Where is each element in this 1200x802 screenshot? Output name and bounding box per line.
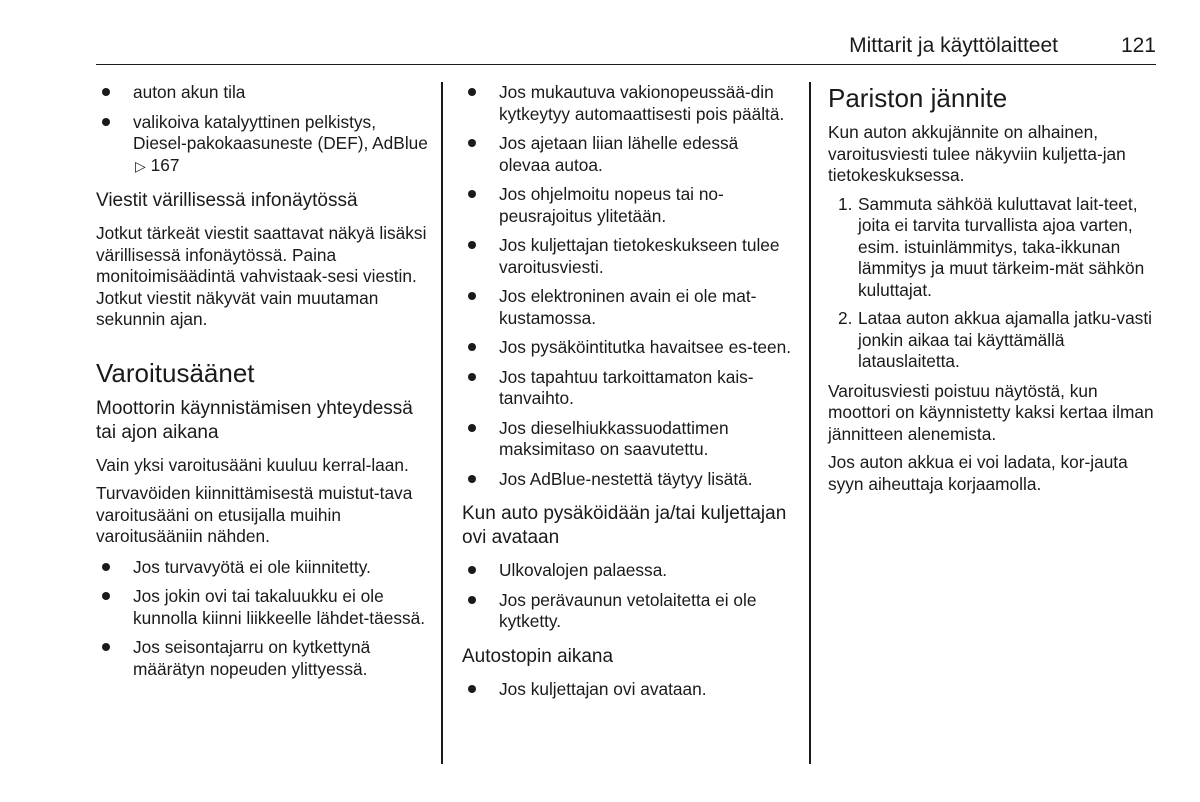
section-heading: Varoitusäänet bbox=[96, 357, 255, 388]
list-item: 2. Lataa auton akkua ajamalla jatku-vasti jonkin aikaa tai käyttämällä latauslaitetta. bbox=[838, 308, 1152, 371]
section-subheading: Moottorin käynnistämisen yhteydessä tai ajon aikana bbox=[96, 397, 413, 443]
list-item: Jos kuljettajan tietokeskukseen tulee varoitusviesti. bbox=[462, 235, 792, 278]
list-item: Jos mukautuva vakionopeussää-din kytkeytyy automaattisesti pois päältä. bbox=[462, 82, 792, 125]
parked-bullet-list bbox=[462, 560, 792, 633]
list-item: 1. Sammuta sähköä kuluttavat lait-teet, joita ei tarvita turvallista ajoa varten, esim. istuinlämmitys, taka-ikkunan lämmitys ja muut tärkeim-mät sähkön kuluttajat. bbox=[838, 193, 1145, 300]
bullet-icon bbox=[468, 373, 476, 381]
bullet-icon bbox=[468, 424, 476, 432]
list-item: Jos tapahtuu tarkoittamaton kais-tanvaihto. bbox=[462, 367, 792, 410]
header-title: Mittarit ja käyttölaitteet bbox=[849, 34, 1058, 57]
page-number: 121 bbox=[1120, 34, 1156, 57]
bullet-icon bbox=[468, 292, 476, 300]
bullet-icon bbox=[102, 563, 110, 571]
list-item: Jos seisontajarru on kytkettynä määrätyn nopeuden ylittyessä. bbox=[96, 637, 428, 680]
bullet-icon bbox=[102, 643, 110, 651]
page-header bbox=[96, 32, 1156, 65]
list-item: Ulkovalojen palaessa. bbox=[462, 560, 792, 582]
paragraph: Vain yksi varoitusääni kuuluu kerral-laan. bbox=[96, 454, 409, 475]
page-reference-number[interactable]: 167 bbox=[150, 154, 180, 175]
section-heading: Pariston jännite bbox=[828, 83, 1008, 113]
list-item: Jos pysäköintitutka havaitsee es-teen. bbox=[462, 337, 792, 359]
column-2 bbox=[462, 82, 792, 712]
paragraph: Kun auton akkujännite on alhainen, varoitusviesti tulee näkyviin kuljetta-jan tietokeskuksessa. bbox=[828, 122, 1126, 185]
bullet-icon bbox=[468, 241, 476, 249]
bullet-icon bbox=[468, 190, 476, 198]
paragraph: Turvavöiden kiinnittämisestä muistut-tava varoitusääni on etusijalla muihin varoitusääniin nähden. bbox=[96, 483, 413, 546]
paragraph: Jos auton akkua ei voi ladata, kor-jauta syyn aiheuttaja korjaamolla. bbox=[828, 452, 1128, 494]
list-item: Jos AdBlue-nestettä täytyy lisätä. bbox=[462, 469, 792, 491]
bullet-icon bbox=[102, 88, 110, 96]
column-1 bbox=[96, 82, 428, 692]
warning-bullet-list bbox=[462, 82, 792, 490]
bullet-icon bbox=[468, 475, 476, 483]
column-divider bbox=[441, 82, 443, 764]
list-item: Jos dieselhiukkassuodattimen maksimitaso on saavutettu. bbox=[462, 418, 792, 461]
step-number: 1. bbox=[838, 193, 853, 214]
section-subheading: Kun auto pysäköidään ja/tai kuljettajan ovi avataan bbox=[462, 503, 787, 548]
section-subheading: Viestit värillisessä infonäytössä bbox=[96, 190, 358, 211]
bullet-icon bbox=[102, 118, 110, 126]
step-number: 2. bbox=[838, 308, 853, 328]
list-item: Jos turvavyötä ei ole kiinnitetty. bbox=[96, 557, 428, 579]
autostop-bullet-list bbox=[462, 679, 792, 701]
bullet-icon bbox=[468, 685, 476, 693]
bullet-icon bbox=[468, 139, 476, 147]
list-item: auton akun tila bbox=[96, 82, 428, 104]
list-item: Jos jokin ovi tai takaluukku ei ole kunnolla kiinni liikkeelle lähdet-täessä. bbox=[96, 586, 428, 629]
steps-list bbox=[828, 194, 1158, 373]
list-item: Jos perävaunun vetolaitetta ei ole kytketty. bbox=[462, 590, 792, 633]
status-bullet-list bbox=[96, 82, 428, 177]
column-divider bbox=[809, 82, 811, 764]
bullet-icon bbox=[468, 596, 476, 604]
list-item: Jos ohjelmoitu nopeus tai no-peusrajoitus ylitetään. bbox=[462, 184, 792, 227]
list-item: valikoiva katalyyttinen pelkistys, Diesel-pakokaasuneste (DEF), AdBlue ▷ 167 bbox=[96, 112, 428, 178]
warning-bullet-list bbox=[96, 557, 428, 681]
bullet-icon bbox=[102, 592, 110, 600]
column-3 bbox=[828, 82, 1158, 502]
list-item: Jos elektroninen avain ei ole mat-kustamossa. bbox=[462, 286, 792, 329]
page-reference-arrow-icon: ▷ bbox=[135, 157, 146, 174]
list-item: Jos kuljettajan ovi avataan. bbox=[462, 679, 792, 701]
bullet-icon bbox=[468, 343, 476, 351]
bullet-icon bbox=[468, 88, 476, 96]
paragraph: Varoitusviesti poistuu näytöstä, kun moottori on käynnistetty kaksi kertaa ilman jännitteen alenemista. bbox=[828, 380, 1154, 444]
section-subheading: Autostopin aikana bbox=[462, 645, 614, 667]
list-item: Jos ajetaan liian lähelle edessä olevaa autoa. bbox=[462, 133, 792, 176]
bullet-icon bbox=[468, 566, 476, 574]
paragraph: Jotkut tärkeät viestit saattavat näkyä lisäksi värillisessä infonäytössä. Paina monitoimisäädintä vahvistaak-sesi viestin. Jotkut viestit näkyvät vain muutaman sekunnin ajan. bbox=[96, 223, 427, 329]
